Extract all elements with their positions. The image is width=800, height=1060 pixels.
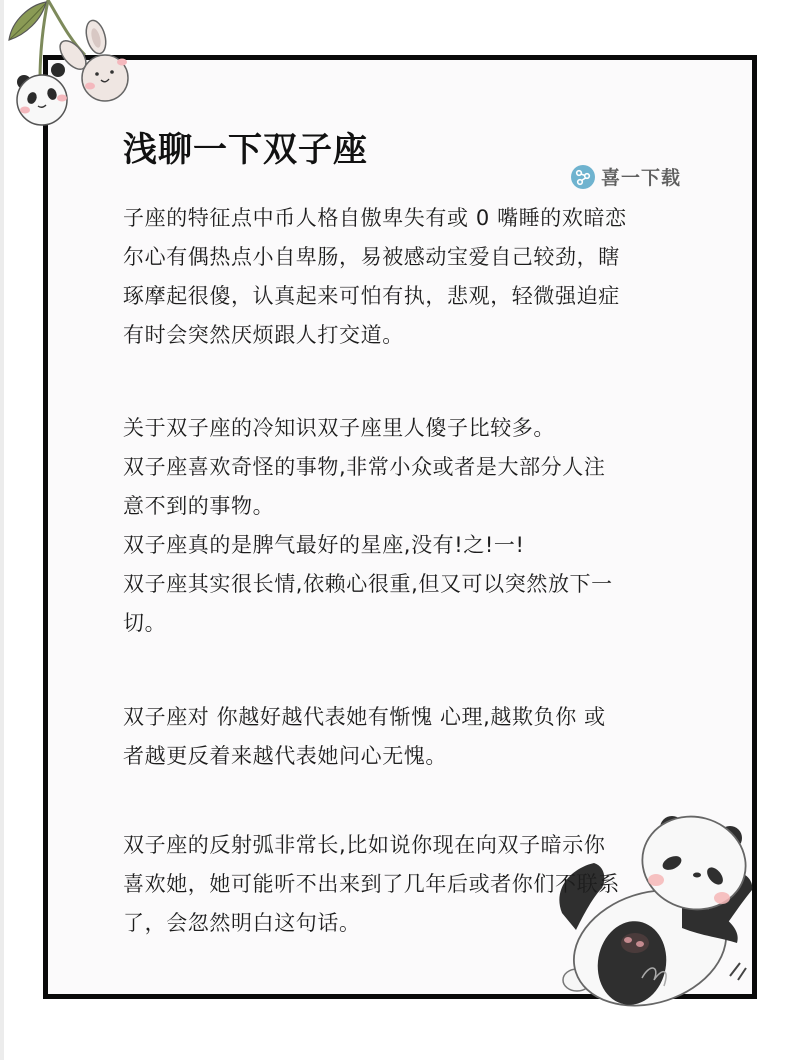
text-line: 子座的特征点中币人格自傲卑失有或 0 嘴睡的欢暗恋 bbox=[123, 206, 627, 230]
paragraph-3 bbox=[123, 698, 693, 776]
text-line: 意不到的事物。 bbox=[123, 494, 275, 518]
page-edge bbox=[0, 0, 4, 1060]
paragraph-1 bbox=[123, 199, 693, 355]
share-nodes-icon bbox=[571, 165, 595, 189]
text-line: 双子座真的是脾气最好的星座,没有!之!一! bbox=[123, 533, 525, 557]
text-line: 琢摩起很傻，认真起来可怕有执，悲观，轻微强迫症 bbox=[123, 284, 620, 308]
text-line: 双子座对 你越好越代表她有惭愧 心理,越欺负你 或 bbox=[123, 705, 606, 729]
text-line: 双子座的反射弧非常长,比如说你现在向双子暗示你 bbox=[123, 833, 606, 857]
text-line: 喜欢她，她可能听不出来到了几年后或者你们不联系 bbox=[123, 872, 620, 896]
page-title: 浅聊一下双子座 bbox=[123, 130, 368, 170]
paragraph-2 bbox=[123, 409, 693, 643]
text-line: 双子座其实很长情,依赖心很重,但又可以突然放下一 bbox=[123, 572, 613, 596]
text-line: 双子座喜欢奇怪的事物,非常小众或者是大部分人注 bbox=[123, 455, 606, 479]
text-line: 关于双子座的冷知识双子座里人傻子比较多。 bbox=[123, 416, 555, 440]
cherry-panda-bunny-icon bbox=[0, 0, 140, 130]
text-line: 切。 bbox=[123, 611, 167, 635]
paragraph-4 bbox=[123, 826, 693, 943]
text-line: 有时会突然厌烦跟人打交道。 bbox=[123, 323, 404, 347]
text-line: 尔心有偶热点小自卑肠，易被感动宝爱自己较劲，瞎 bbox=[123, 245, 620, 269]
watermark-text: 喜一下载 bbox=[601, 167, 682, 189]
text-line: 了，会忽然明白这句话。 bbox=[123, 911, 361, 935]
text-line: 者越更反着来越代表她问心无愧。 bbox=[123, 744, 447, 768]
watermark bbox=[571, 163, 681, 190]
